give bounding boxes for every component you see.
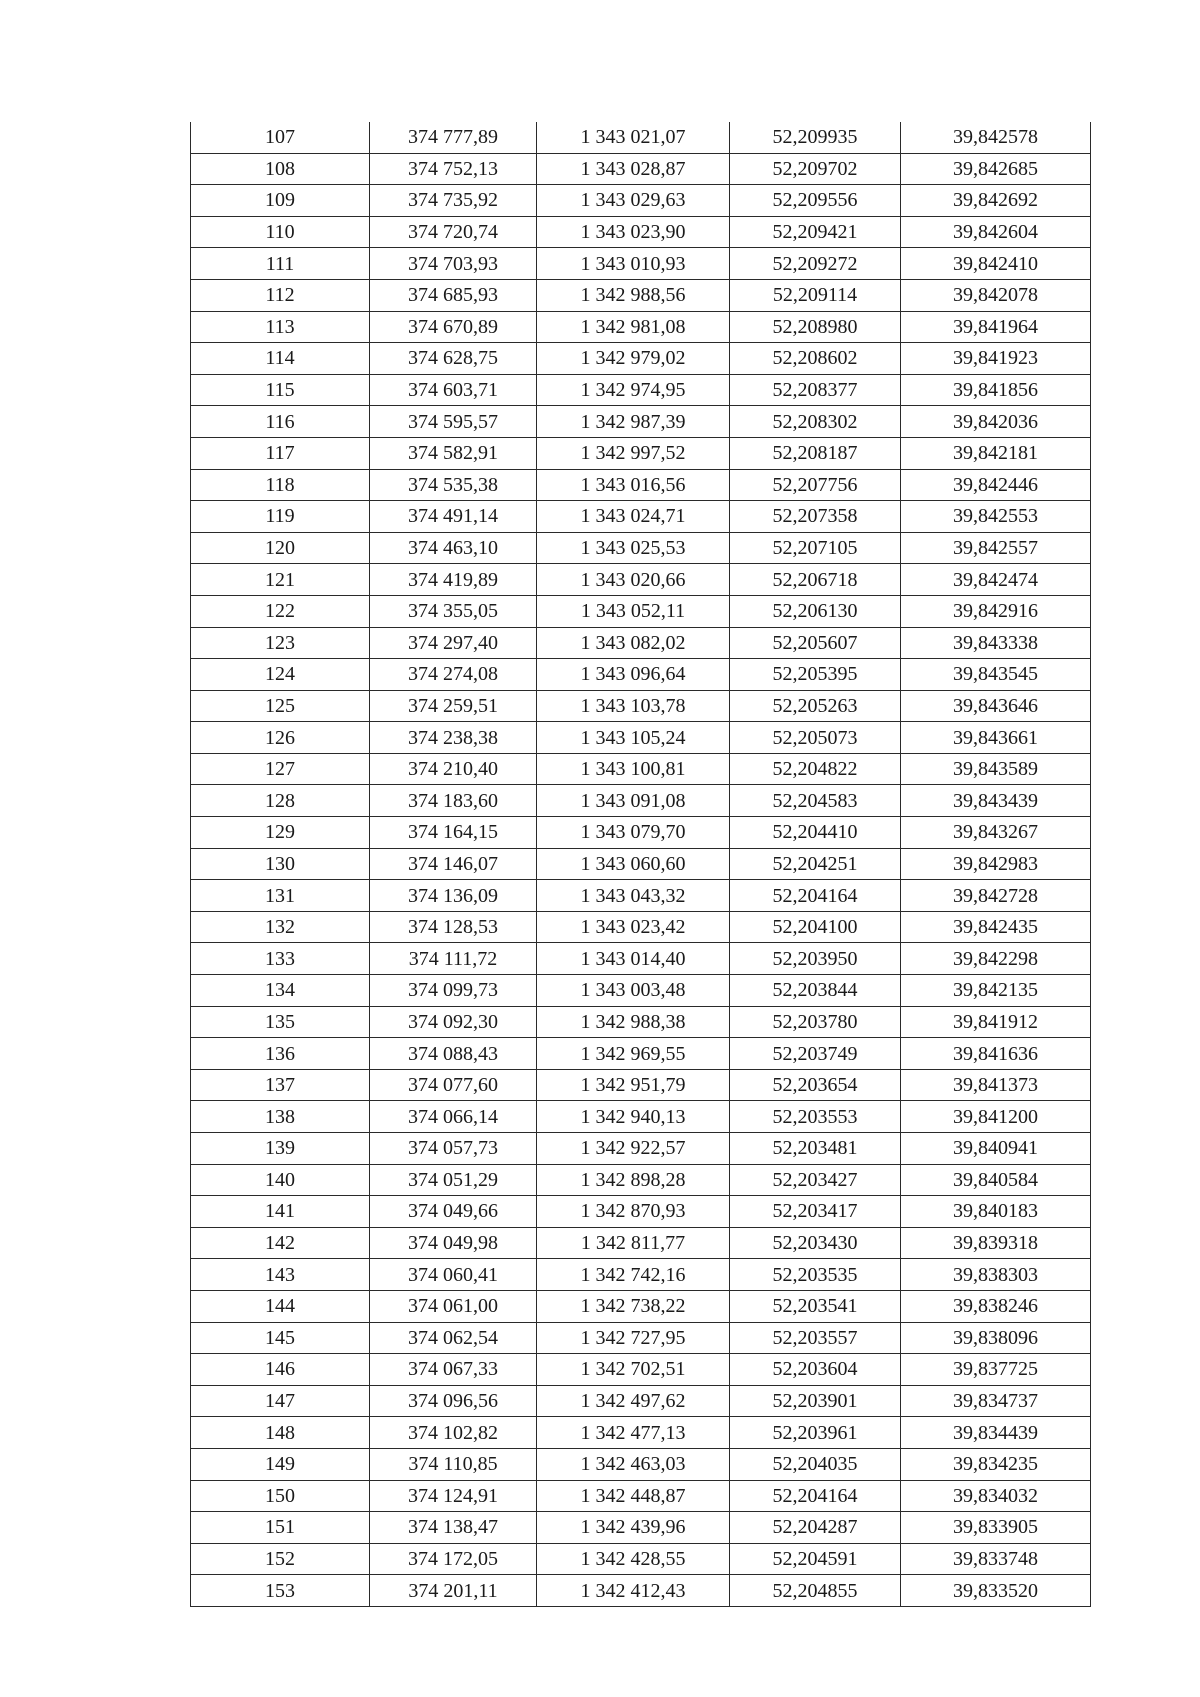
longitude-cell: 39,842557 (901, 532, 1091, 564)
latitude-cell: 52,209421 (730, 216, 901, 248)
longitude-cell: 39,834235 (901, 1448, 1091, 1480)
longitude-cell: 39,841200 (901, 1101, 1091, 1133)
point-number-cell: 120 (191, 532, 370, 564)
point-number-cell: 153 (191, 1575, 370, 1607)
table-row (191, 532, 1091, 564)
table-row (191, 690, 1091, 722)
table-row (191, 659, 1091, 691)
table-row (191, 880, 1091, 912)
longitude-cell: 39,843661 (901, 722, 1091, 754)
y-coordinate-cell: 1 342 727,95 (537, 1322, 730, 1354)
latitude-cell: 52,204591 (730, 1543, 901, 1575)
x-coordinate-cell: 374 172,05 (370, 1543, 537, 1575)
y-coordinate-cell: 1 343 082,02 (537, 627, 730, 659)
y-coordinate-cell: 1 342 987,39 (537, 406, 730, 438)
longitude-cell: 39,839318 (901, 1227, 1091, 1259)
table-row (191, 722, 1091, 754)
table-row (191, 1101, 1091, 1133)
longitude-cell: 39,842298 (901, 943, 1091, 975)
point-number-cell: 113 (191, 311, 370, 343)
table-row (191, 343, 1091, 375)
point-number-cell: 138 (191, 1101, 370, 1133)
latitude-cell: 52,208602 (730, 343, 901, 375)
latitude-cell: 52,205263 (730, 690, 901, 722)
point-number-cell: 147 (191, 1385, 370, 1417)
longitude-cell: 39,833748 (901, 1543, 1091, 1575)
longitude-cell: 39,843439 (901, 785, 1091, 817)
longitude-cell: 39,842604 (901, 216, 1091, 248)
longitude-cell: 39,842446 (901, 469, 1091, 501)
y-coordinate-cell: 1 343 024,71 (537, 501, 730, 533)
latitude-cell: 52,203749 (730, 1038, 901, 1070)
point-number-cell: 136 (191, 1038, 370, 1070)
x-coordinate-cell: 374 110,85 (370, 1448, 537, 1480)
latitude-cell: 52,209702 (730, 153, 901, 185)
table-row (191, 311, 1091, 343)
latitude-cell: 52,208302 (730, 406, 901, 438)
point-number-cell: 121 (191, 564, 370, 596)
y-coordinate-cell: 1 342 742,16 (537, 1259, 730, 1291)
y-coordinate-cell: 1 342 898,28 (537, 1164, 730, 1196)
y-coordinate-cell: 1 343 096,64 (537, 659, 730, 691)
longitude-cell: 39,841923 (901, 343, 1091, 375)
y-coordinate-cell: 1 342 412,43 (537, 1575, 730, 1607)
latitude-cell: 52,207105 (730, 532, 901, 564)
point-number-cell: 125 (191, 690, 370, 722)
table-row (191, 1512, 1091, 1544)
table-row (191, 1448, 1091, 1480)
latitude-cell: 52,203535 (730, 1259, 901, 1291)
y-coordinate-cell: 1 343 105,24 (537, 722, 730, 754)
y-coordinate-cell: 1 342 439,96 (537, 1512, 730, 1544)
latitude-cell: 52,204164 (730, 1480, 901, 1512)
y-coordinate-cell: 1 342 428,55 (537, 1543, 730, 1575)
latitude-cell: 52,203481 (730, 1133, 901, 1165)
table-row (191, 469, 1091, 501)
x-coordinate-cell: 374 124,91 (370, 1480, 537, 1512)
latitude-cell: 52,203557 (730, 1322, 901, 1354)
y-coordinate-cell: 1 342 811,77 (537, 1227, 730, 1259)
x-coordinate-cell: 374 491,14 (370, 501, 537, 533)
point-number-cell: 119 (191, 501, 370, 533)
point-number-cell: 151 (191, 1512, 370, 1544)
table-row (191, 753, 1091, 785)
table-row (191, 564, 1091, 596)
longitude-cell: 39,842435 (901, 911, 1091, 943)
table-row (191, 848, 1091, 880)
longitude-cell: 39,842692 (901, 185, 1091, 217)
y-coordinate-cell: 1 342 702,51 (537, 1354, 730, 1386)
table-row (191, 1227, 1091, 1259)
longitude-cell: 39,842983 (901, 848, 1091, 880)
latitude-cell: 52,204164 (730, 880, 901, 912)
y-coordinate-cell: 1 343 010,93 (537, 248, 730, 280)
x-coordinate-cell: 374 102,82 (370, 1417, 537, 1449)
x-coordinate-cell: 374 670,89 (370, 311, 537, 343)
latitude-cell: 52,205607 (730, 627, 901, 659)
latitude-cell: 52,203430 (730, 1227, 901, 1259)
latitude-cell: 52,203901 (730, 1385, 901, 1417)
coordinates-table-body (191, 122, 1091, 1606)
x-coordinate-cell: 374 049,98 (370, 1227, 537, 1259)
longitude-cell: 39,842553 (901, 501, 1091, 533)
point-number-cell: 127 (191, 753, 370, 785)
x-coordinate-cell: 374 066,14 (370, 1101, 537, 1133)
y-coordinate-cell: 1 343 023,42 (537, 911, 730, 943)
table-row (191, 817, 1091, 849)
table-row (191, 627, 1091, 659)
longitude-cell: 39,842181 (901, 437, 1091, 469)
point-number-cell: 118 (191, 469, 370, 501)
longitude-cell: 39,843267 (901, 817, 1091, 849)
point-number-cell: 152 (191, 1543, 370, 1575)
latitude-cell: 52,204410 (730, 817, 901, 849)
table-row (191, 1354, 1091, 1386)
x-coordinate-cell: 374 183,60 (370, 785, 537, 817)
point-number-cell: 117 (191, 437, 370, 469)
x-coordinate-cell: 374 355,05 (370, 595, 537, 627)
latitude-cell: 52,203950 (730, 943, 901, 975)
latitude-cell: 52,203553 (730, 1101, 901, 1133)
longitude-cell: 39,841373 (901, 1069, 1091, 1101)
latitude-cell: 52,209935 (730, 122, 901, 153)
y-coordinate-cell: 1 342 969,55 (537, 1038, 730, 1070)
latitude-cell: 52,203604 (730, 1354, 901, 1386)
latitude-cell: 52,204287 (730, 1512, 901, 1544)
longitude-cell: 39,842410 (901, 248, 1091, 280)
y-coordinate-cell: 1 342 997,52 (537, 437, 730, 469)
x-coordinate-cell: 374 777,89 (370, 122, 537, 153)
table-row (191, 1385, 1091, 1417)
table-row (191, 911, 1091, 943)
table-row (191, 785, 1091, 817)
x-coordinate-cell: 374 061,00 (370, 1290, 537, 1322)
longitude-cell: 39,841964 (901, 311, 1091, 343)
point-number-cell: 140 (191, 1164, 370, 1196)
y-coordinate-cell: 1 342 738,22 (537, 1290, 730, 1322)
point-number-cell: 145 (191, 1322, 370, 1354)
point-number-cell: 149 (191, 1448, 370, 1480)
x-coordinate-cell: 374 210,40 (370, 753, 537, 785)
longitude-cell: 39,834439 (901, 1417, 1091, 1449)
point-number-cell: 115 (191, 374, 370, 406)
longitude-cell: 39,843338 (901, 627, 1091, 659)
point-number-cell: 142 (191, 1227, 370, 1259)
table-row (191, 1133, 1091, 1165)
point-number-cell: 110 (191, 216, 370, 248)
latitude-cell: 52,203541 (730, 1290, 901, 1322)
latitude-cell: 52,205395 (730, 659, 901, 691)
latitude-cell: 52,209114 (730, 279, 901, 311)
point-number-cell: 128 (191, 785, 370, 817)
y-coordinate-cell: 1 342 870,93 (537, 1196, 730, 1228)
x-coordinate-cell: 374 752,13 (370, 153, 537, 185)
y-coordinate-cell: 1 343 079,70 (537, 817, 730, 849)
point-number-cell: 134 (191, 975, 370, 1007)
latitude-cell: 52,203427 (730, 1164, 901, 1196)
y-coordinate-cell: 1 342 463,03 (537, 1448, 730, 1480)
longitude-cell: 39,833905 (901, 1512, 1091, 1544)
table-row (191, 943, 1091, 975)
longitude-cell: 39,843589 (901, 753, 1091, 785)
longitude-cell: 39,843646 (901, 690, 1091, 722)
y-coordinate-cell: 1 343 025,53 (537, 532, 730, 564)
longitude-cell: 39,833520 (901, 1575, 1091, 1607)
y-coordinate-cell: 1 343 091,08 (537, 785, 730, 817)
y-coordinate-cell: 1 342 979,02 (537, 343, 730, 375)
point-number-cell: 144 (191, 1290, 370, 1322)
table-row (191, 248, 1091, 280)
point-number-cell: 135 (191, 1006, 370, 1038)
y-coordinate-cell: 1 342 940,13 (537, 1101, 730, 1133)
latitude-cell: 52,203961 (730, 1417, 901, 1449)
x-coordinate-cell: 374 077,60 (370, 1069, 537, 1101)
y-coordinate-cell: 1 342 477,13 (537, 1417, 730, 1449)
point-number-cell: 112 (191, 279, 370, 311)
latitude-cell: 52,203844 (730, 975, 901, 1007)
latitude-cell: 52,205073 (730, 722, 901, 754)
latitude-cell: 52,204855 (730, 1575, 901, 1607)
latitude-cell: 52,204822 (730, 753, 901, 785)
x-coordinate-cell: 374 703,93 (370, 248, 537, 280)
x-coordinate-cell: 374 274,08 (370, 659, 537, 691)
y-coordinate-cell: 1 343 060,60 (537, 848, 730, 880)
latitude-cell: 52,206718 (730, 564, 901, 596)
point-number-cell: 126 (191, 722, 370, 754)
point-number-cell: 150 (191, 1480, 370, 1512)
table-row (191, 1259, 1091, 1291)
point-number-cell: 111 (191, 248, 370, 280)
latitude-cell: 52,208377 (730, 374, 901, 406)
table-row (191, 1164, 1091, 1196)
y-coordinate-cell: 1 342 988,56 (537, 279, 730, 311)
y-coordinate-cell: 1 343 021,07 (537, 122, 730, 153)
table-row (191, 975, 1091, 1007)
y-coordinate-cell: 1 343 052,11 (537, 595, 730, 627)
latitude-cell: 52,209556 (730, 185, 901, 217)
x-coordinate-cell: 374 060,41 (370, 1259, 537, 1291)
y-coordinate-cell: 1 342 974,95 (537, 374, 730, 406)
point-number-cell: 133 (191, 943, 370, 975)
longitude-cell: 39,842036 (901, 406, 1091, 438)
longitude-cell: 39,840941 (901, 1133, 1091, 1165)
y-coordinate-cell: 1 342 981,08 (537, 311, 730, 343)
table-row (191, 437, 1091, 469)
y-coordinate-cell: 1 343 014,40 (537, 943, 730, 975)
table-row (191, 1069, 1091, 1101)
x-coordinate-cell: 374 099,73 (370, 975, 537, 1007)
table-row (191, 1543, 1091, 1575)
x-coordinate-cell: 374 238,38 (370, 722, 537, 754)
point-number-cell: 116 (191, 406, 370, 438)
y-coordinate-cell: 1 342 951,79 (537, 1069, 730, 1101)
table-row (191, 122, 1091, 153)
longitude-cell: 39,841636 (901, 1038, 1091, 1070)
point-number-cell: 143 (191, 1259, 370, 1291)
point-number-cell: 129 (191, 817, 370, 849)
longitude-cell: 39,837725 (901, 1354, 1091, 1386)
x-coordinate-cell: 374 685,93 (370, 279, 537, 311)
latitude-cell: 52,204100 (730, 911, 901, 943)
longitude-cell: 39,842578 (901, 122, 1091, 153)
x-coordinate-cell: 374 111,72 (370, 943, 537, 975)
table-row (191, 216, 1091, 248)
x-coordinate-cell: 374 735,92 (370, 185, 537, 217)
x-coordinate-cell: 374 535,38 (370, 469, 537, 501)
latitude-cell: 52,203417 (730, 1196, 901, 1228)
table-row (191, 406, 1091, 438)
longitude-cell: 39,834032 (901, 1480, 1091, 1512)
x-coordinate-cell: 374 297,40 (370, 627, 537, 659)
table-row (191, 1196, 1091, 1228)
y-coordinate-cell: 1 343 029,63 (537, 185, 730, 217)
point-number-cell: 148 (191, 1417, 370, 1449)
latitude-cell: 52,208980 (730, 311, 901, 343)
longitude-cell: 39,840584 (901, 1164, 1091, 1196)
point-number-cell: 109 (191, 185, 370, 217)
latitude-cell: 52,204251 (730, 848, 901, 880)
x-coordinate-cell: 374 146,07 (370, 848, 537, 880)
table-row (191, 1575, 1091, 1607)
longitude-cell: 39,842474 (901, 564, 1091, 596)
x-coordinate-cell: 374 088,43 (370, 1038, 537, 1070)
x-coordinate-cell: 374 201,11 (370, 1575, 537, 1607)
point-number-cell: 130 (191, 848, 370, 880)
x-coordinate-cell: 374 164,15 (370, 817, 537, 849)
longitude-cell: 39,842685 (901, 153, 1091, 185)
table-row (191, 1480, 1091, 1512)
y-coordinate-cell: 1 342 988,38 (537, 1006, 730, 1038)
longitude-cell: 39,838303 (901, 1259, 1091, 1291)
longitude-cell: 39,841912 (901, 1006, 1091, 1038)
longitude-cell: 39,838246 (901, 1290, 1091, 1322)
latitude-cell: 52,207756 (730, 469, 901, 501)
longitude-cell: 39,838096 (901, 1322, 1091, 1354)
point-number-cell: 108 (191, 153, 370, 185)
y-coordinate-cell: 1 342 922,57 (537, 1133, 730, 1165)
x-coordinate-cell: 374 463,10 (370, 532, 537, 564)
x-coordinate-cell: 374 096,56 (370, 1385, 537, 1417)
latitude-cell: 52,203654 (730, 1069, 901, 1101)
latitude-cell: 52,203780 (730, 1006, 901, 1038)
x-coordinate-cell: 374 051,29 (370, 1164, 537, 1196)
point-number-cell: 107 (191, 122, 370, 153)
x-coordinate-cell: 374 062,54 (370, 1322, 537, 1354)
x-coordinate-cell: 374 049,66 (370, 1196, 537, 1228)
table-row (191, 595, 1091, 627)
point-number-cell: 132 (191, 911, 370, 943)
point-number-cell: 146 (191, 1354, 370, 1386)
x-coordinate-cell: 374 595,57 (370, 406, 537, 438)
latitude-cell: 52,204035 (730, 1448, 901, 1480)
longitude-cell: 39,842078 (901, 279, 1091, 311)
y-coordinate-cell: 1 343 103,78 (537, 690, 730, 722)
latitude-cell: 52,209272 (730, 248, 901, 280)
table-row (191, 374, 1091, 406)
point-number-cell: 123 (191, 627, 370, 659)
x-coordinate-cell: 374 259,51 (370, 690, 537, 722)
longitude-cell: 39,842135 (901, 975, 1091, 1007)
latitude-cell: 52,208187 (730, 437, 901, 469)
point-number-cell: 137 (191, 1069, 370, 1101)
y-coordinate-cell: 1 342 448,87 (537, 1480, 730, 1512)
point-number-cell: 114 (191, 343, 370, 375)
x-coordinate-cell: 374 628,75 (370, 343, 537, 375)
latitude-cell: 52,206130 (730, 595, 901, 627)
table-row (191, 1290, 1091, 1322)
table-row (191, 1417, 1091, 1449)
table-row (191, 1038, 1091, 1070)
point-number-cell: 131 (191, 880, 370, 912)
table-row (191, 185, 1091, 217)
x-coordinate-cell: 374 057,73 (370, 1133, 537, 1165)
table-row (191, 501, 1091, 533)
y-coordinate-cell: 1 343 023,90 (537, 216, 730, 248)
table-row (191, 1006, 1091, 1038)
longitude-cell: 39,834737 (901, 1385, 1091, 1417)
latitude-cell: 52,204583 (730, 785, 901, 817)
longitude-cell: 39,841856 (901, 374, 1091, 406)
x-coordinate-cell: 374 138,47 (370, 1512, 537, 1544)
x-coordinate-cell: 374 582,91 (370, 437, 537, 469)
y-coordinate-cell: 1 343 043,32 (537, 880, 730, 912)
y-coordinate-cell: 1 343 100,81 (537, 753, 730, 785)
latitude-cell: 52,207358 (730, 501, 901, 533)
coordinates-table (190, 122, 1091, 1607)
y-coordinate-cell: 1 343 016,56 (537, 469, 730, 501)
x-coordinate-cell: 374 136,09 (370, 880, 537, 912)
table-row (191, 1322, 1091, 1354)
x-coordinate-cell: 374 128,53 (370, 911, 537, 943)
longitude-cell: 39,842728 (901, 880, 1091, 912)
y-coordinate-cell: 1 343 020,66 (537, 564, 730, 596)
y-coordinate-cell: 1 343 028,87 (537, 153, 730, 185)
x-coordinate-cell: 374 092,30 (370, 1006, 537, 1038)
x-coordinate-cell: 374 720,74 (370, 216, 537, 248)
point-number-cell: 122 (191, 595, 370, 627)
point-number-cell: 139 (191, 1133, 370, 1165)
longitude-cell: 39,843545 (901, 659, 1091, 691)
x-coordinate-cell: 374 067,33 (370, 1354, 537, 1386)
point-number-cell: 141 (191, 1196, 370, 1228)
longitude-cell: 39,840183 (901, 1196, 1091, 1228)
y-coordinate-cell: 1 343 003,48 (537, 975, 730, 1007)
x-coordinate-cell: 374 603,71 (370, 374, 537, 406)
longitude-cell: 39,842916 (901, 595, 1091, 627)
table-row (191, 153, 1091, 185)
y-coordinate-cell: 1 342 497,62 (537, 1385, 730, 1417)
point-number-cell: 124 (191, 659, 370, 691)
x-coordinate-cell: 374 419,89 (370, 564, 537, 596)
table-row (191, 279, 1091, 311)
